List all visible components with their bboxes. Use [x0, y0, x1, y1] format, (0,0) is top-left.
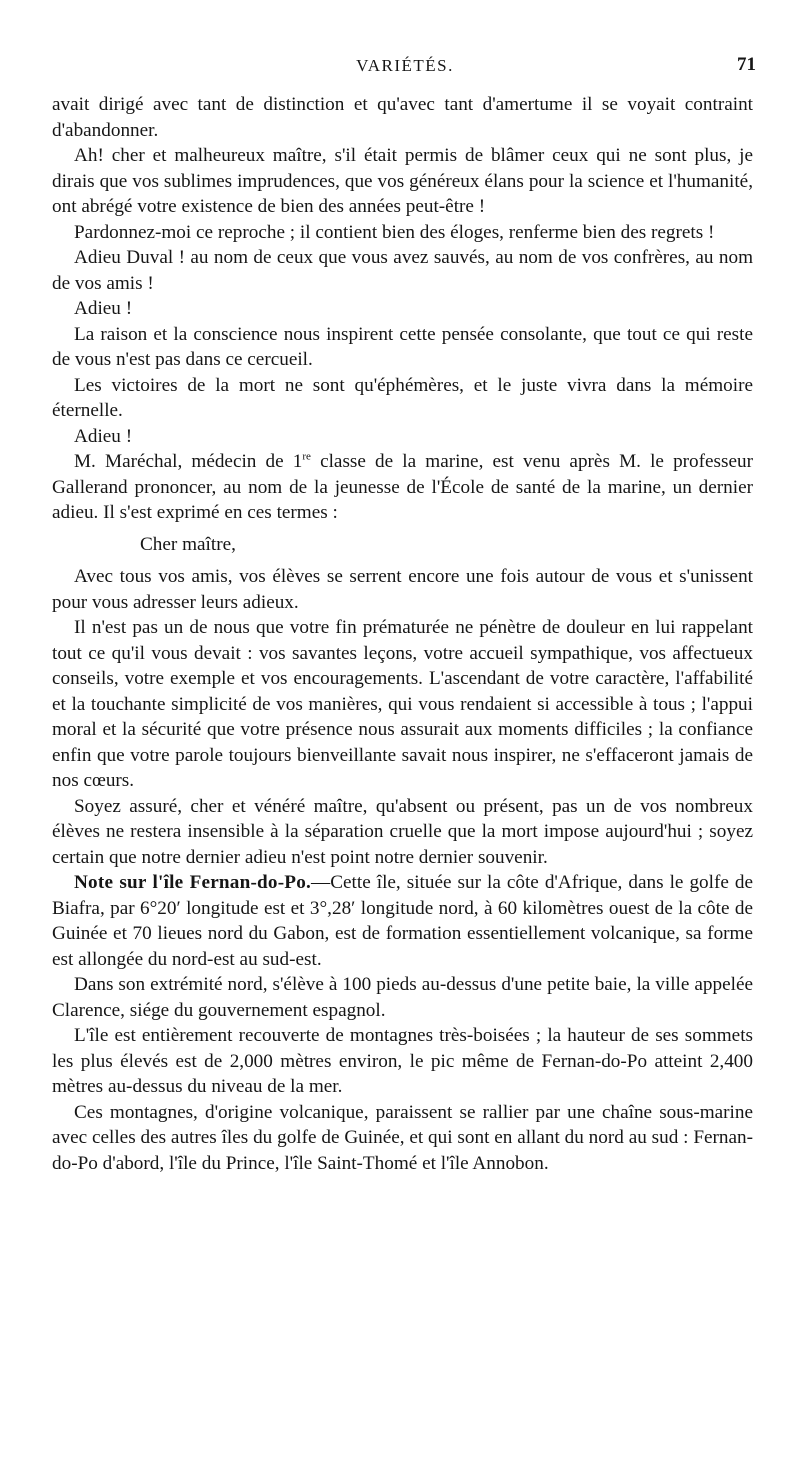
- note-paragraph: Ces montagnes, d'origine volcanique, paraissent se rallier par une chaîne sous-marine avec celles des autres îles du golfe de Guinée, et qui sont en allant du nord au sud : Fernan-do-Po d'abord, l'île du Prince, l'île Saint-Thomé et l'île Annobon.: [52, 1101, 753, 1174]
- marechal-intro-paragraph: [52, 449, 753, 526]
- intro-text-end: classe de la marine, est venu après M. le professeur Gallerand prononcer, au nom de la jeunesse de l'École de santé de la marine, un dernier adieu. Il s'est exprimé en ces termes :: [52, 451, 753, 523]
- ordinal-superscript: re: [302, 450, 311, 463]
- paragraph: Adieu Duval ! au nom de ceux que vous avez sauvés, au nom de vos confrères, au nom de vos amis !: [52, 247, 753, 294]
- running-title: VARIÉTÉS.: [356, 56, 454, 75]
- paragraph: La raison et la conscience nous inspirent cette pensée consolante, que tout ce qui reste de vous n'est pas dans ce cercueil.: [52, 323, 753, 370]
- note-text: —Cette île, située sur la côte d'Afrique, dans le golfe de Biafra, par 6°20′ longitude est et 3°,28′ longitude nord, à 60 kilomètres ouest de la côte de Guinée et 70 lieues nord du Gabon, est de formation essentiellement volcanique, sa forme est allongée du nord-est au sud-est.: [52, 872, 753, 970]
- page-number: 71: [737, 54, 756, 75]
- note-heading: Note sur l'île Fernan-do-Po.: [74, 872, 312, 893]
- page-header: [50, 54, 760, 84]
- speech-paragraph: Avec tous vos amis, vos élèves se serrent encore une fois autour de vous et s'unissent pour vous adresser leurs adieux.: [52, 566, 753, 613]
- intro-text-start: M. Maréchal, médecin de 1: [74, 451, 303, 472]
- paragraph: Ah! cher et malheureux maître, s'il était permis de blâmer ceux qui ne sont plus, je dirais que vos sublimes imprudences, que vos généreux élans pour la science et l'humanité, ont abrégé votre existence de bien des années peut-être !: [52, 145, 753, 217]
- paragraph: avait dirigé avec tant de distinction et qu'avec tant d'amertume il se voyait contraint d'abandonner.: [52, 94, 753, 141]
- speech-paragraph: Il n'est pas un de nous que votre fin prématurée ne pénètre de douleur en lui rappelant tout ce qu'il vous devait : vos savantes leçons, votre accueil sympathique, vos affectueux conseils, votre exemple et vos encouragements. L'ascendant de votre caractère, l'affabilité et la touchante simplicité de vos manières, qui vous rendaient si accessible à tous ; l'appui moral et la sécurité que votre présence nous assurait aux moments difficiles ; la confiance enfin que votre parole toujours bienveillante savait nous inspirer, ne s'effaceront jamais de nos cœurs.: [52, 617, 753, 791]
- note-paragraph: Dans son extrémité nord, s'élève à 100 pieds au-dessus d'une petite baie, la ville appelée Clarence, siége du gouvernement espagnol.: [52, 974, 753, 1021]
- speech-paragraph: Soyez assuré, cher et vénéré maître, qu'absent ou présent, pas un de vos nombreux élèves ne restera insensible à la séparation cruelle que la mort impose aujourd'hui ; soyez certain que notre dernier adieu n'est point notre dernier souvenir.: [52, 795, 753, 868]
- note-paragraph: [52, 870, 753, 972]
- paragraph: Adieu !: [74, 425, 133, 447]
- paragraph: Adieu !: [74, 298, 133, 319]
- body-text: [52, 92, 753, 1176]
- paragraph: Les victoires de la mort ne sont qu'éphémères, et le juste vivra dans la mémoire éternelle.: [52, 374, 753, 421]
- note-paragraph: L'île est entièrement recouverte de montagnes très-boisées ; la hauteur de ses sommets les plus élevés est de 2,000 mètres environ, le pic même de Fernan-do-Po atteint 2,400 mètres au-dessus du niveau de la mer.: [52, 1025, 753, 1097]
- salutation: Cher maître,: [140, 533, 236, 555]
- paragraph: Pardonnez-moi ce reproche ; il contient bien des éloges, renferme bien des regrets !: [74, 221, 715, 243]
